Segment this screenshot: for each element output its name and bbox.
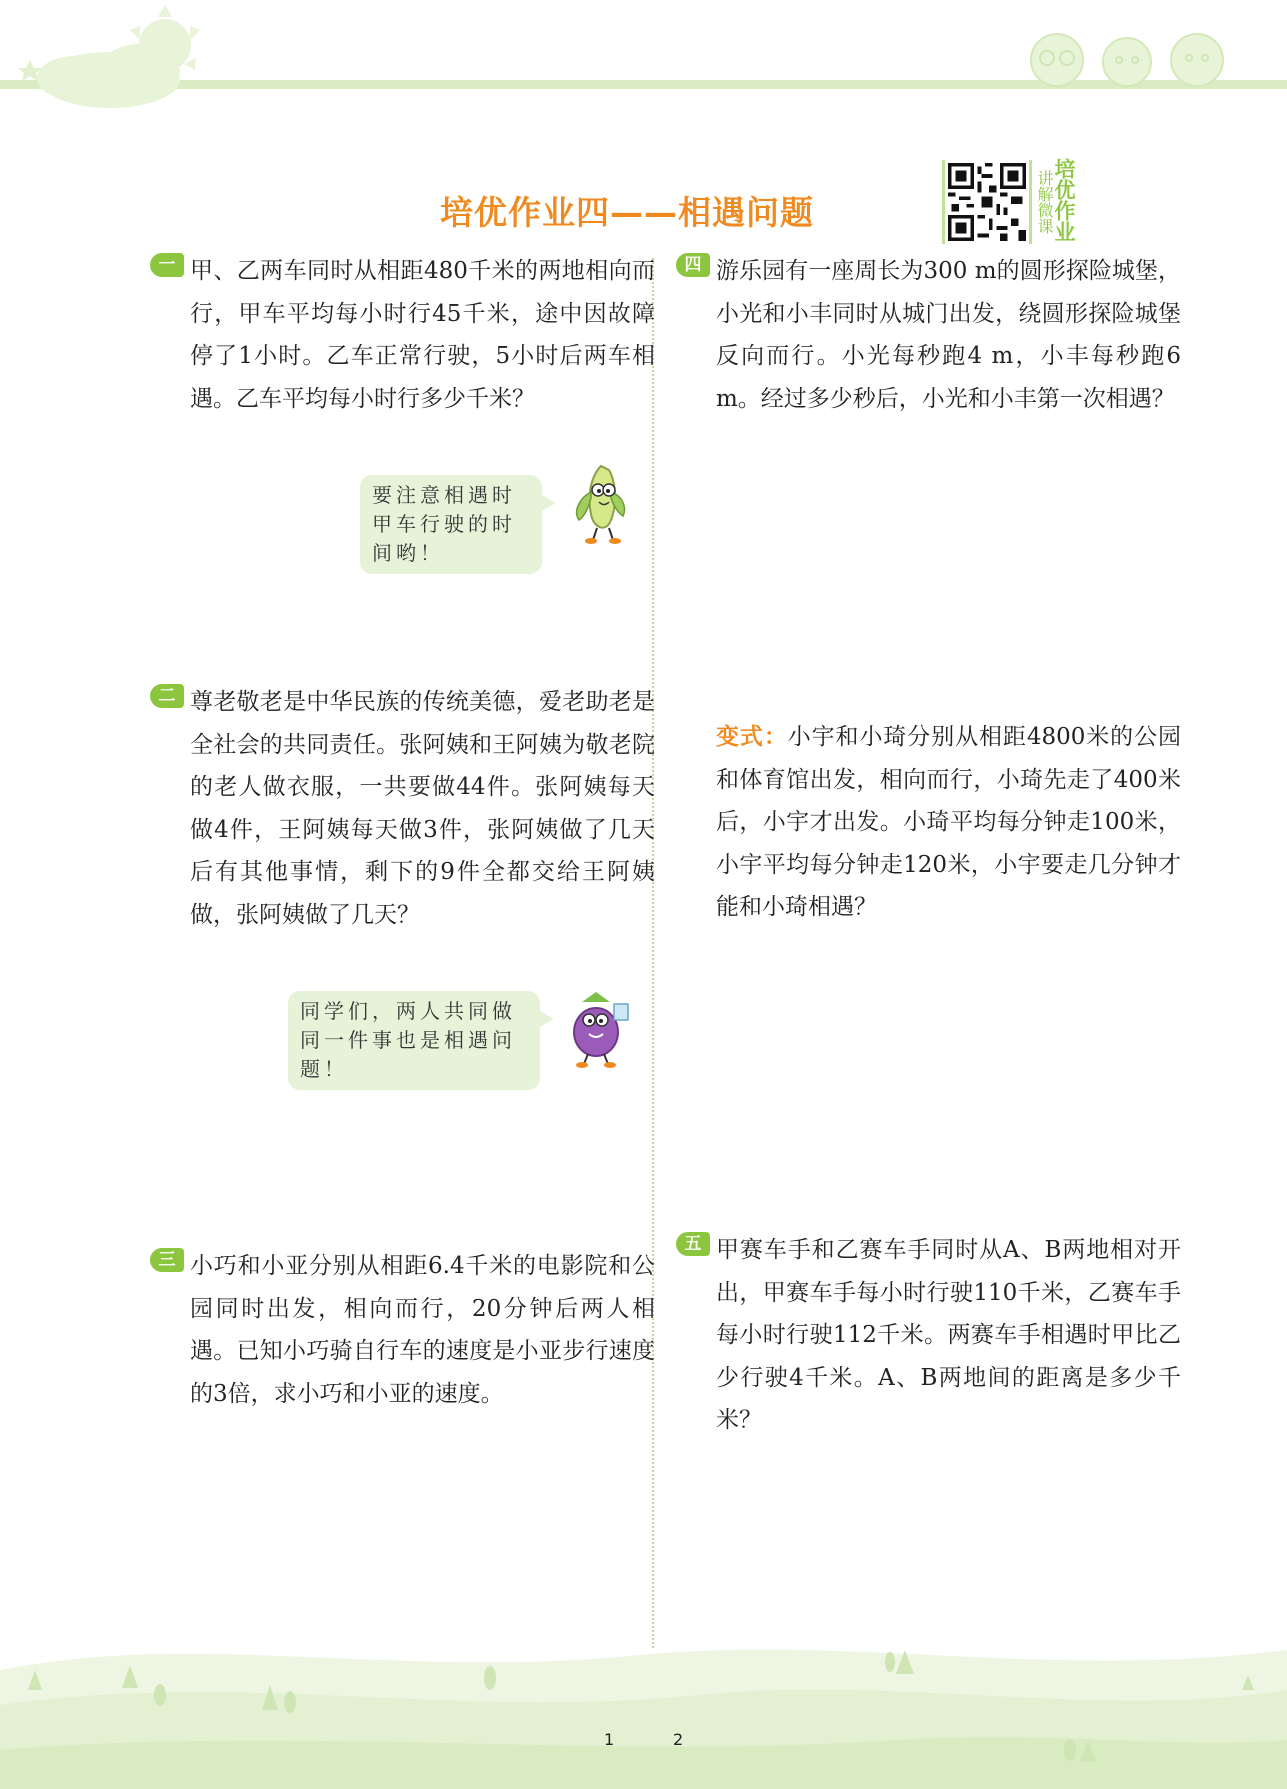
problem-text: 甲、乙两车同时从相距480千米的两地相向而行，甲车平均每小时行45千米，途中因故障停了1小时。乙车正常行驶，5小时后两车相遇。乙车平均每小时行多少千米？ <box>190 258 655 412</box>
problem-5 <box>684 1229 1181 1442</box>
qr-label-big: 培优作业 <box>1052 158 1076 242</box>
variant-body: 小宇和小琦分别从相距4800米的公园和体育馆出发，相向而行，小琦先走了400米后，小宇才出发。小琦平均每分钟走100米，小宇平均每分钟走120米，小宇要走几分钟才能和小琦相遇？ <box>716 724 1181 920</box>
problem-number-badge: 五 <box>676 1232 710 1256</box>
grass-hills-icon <box>0 1610 1287 1789</box>
problem-1 <box>158 250 655 420</box>
problem-text: 小巧和小亚分别从相距6.4千米的电影院和公园同时出发，相向而行，20分钟后两人相遇。已知小巧骑自行车的速度是小亚步行速度的3倍，求小巧和小亚的速度。 <box>190 1253 655 1407</box>
column-divider <box>652 258 654 1648</box>
page-title: 培优作业四——相遇问题 <box>440 193 814 232</box>
variant-text <box>716 716 1181 929</box>
sun-cloud-icon <box>0 0 220 115</box>
problem-text: 游乐园有一座周长为300 m的圆形探险城堡，小光和小丰同时从城门出发，绕圆形探险城堡反向而行。小光每秒跑4 m，小丰每秒跑6 m。经过多少秒后，小光和小丰第一次相遇？ <box>716 258 1181 412</box>
qr-code-icon[interactable] <box>948 163 1026 241</box>
problem-4 <box>684 250 1181 420</box>
qr-label-small: 讲解微课 <box>1035 170 1054 234</box>
problem-3 <box>158 1245 655 1415</box>
problem-number-badge: 一 <box>150 253 184 277</box>
page-number-right: 2 <box>673 1730 684 1749</box>
animal-faces-icon <box>1007 20 1287 90</box>
hint-bubble-1: 要注意相遇时甲车行驶的时间哟！ <box>360 475 542 574</box>
eggplant-mascot-icon <box>562 984 634 1068</box>
problem-number-badge: 三 <box>150 1248 184 1272</box>
variant-problem <box>716 716 1181 929</box>
corn-mascot-icon <box>565 462 633 544</box>
variant-label: 变式： <box>716 724 788 750</box>
problem-text: 甲赛车手和乙赛车手同时从A、B两地相对开出，甲赛车手每小时行驶110千米，乙赛车手每小时行驶112千米。两赛车手相遇时甲比乙少行驶4千米。A、B两地间的距离是多少千米？ <box>716 1237 1181 1433</box>
hint-bubble-2: 同学们，两人共同做同一件事也是相遇问题！ <box>288 991 540 1090</box>
problem-2 <box>158 681 655 936</box>
problem-number-badge: 二 <box>150 684 184 708</box>
page-number-left: 1 <box>604 1730 615 1749</box>
problem-text: 尊老敬老是中华民族的传统美德，爱老助老是全社会的共同责任。张阿姨和王阿姨为敬老院的老人做衣服，一共要做44件。张阿姨每天做4件，王阿姨每天做3件，张阿姨做了几天后有其他事情，剩下的9件全都交给王阿姨做，张阿姨做了几天？ <box>190 689 655 928</box>
problem-number-badge: 四 <box>676 253 710 277</box>
